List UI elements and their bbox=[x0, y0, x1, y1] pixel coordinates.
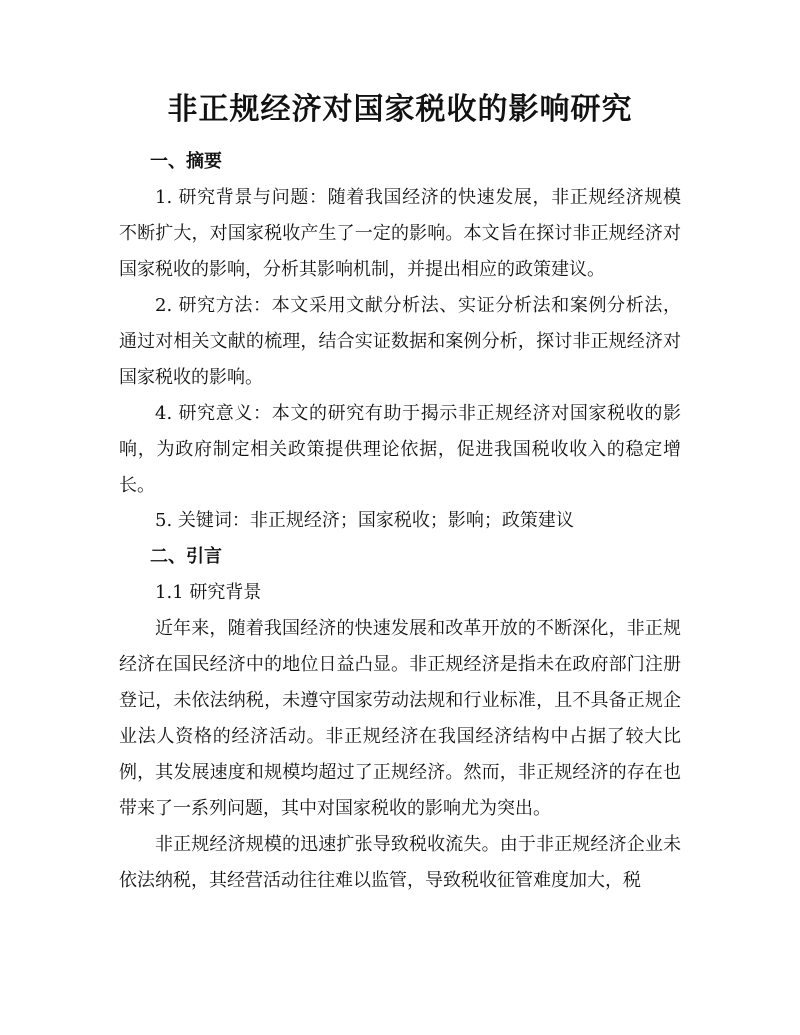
subsection-heading-research-background: 1.1 研究背景 bbox=[155, 582, 262, 603]
section-heading-abstract: 一、摘要 bbox=[150, 151, 222, 172]
section-heading-introduction: 二、引言 bbox=[150, 546, 222, 567]
keywords-line: 5. 关键词：非正规经济；国家税收；影响；政策建议 bbox=[155, 510, 574, 531]
abstract-paragraph-3: 4. 研究意义：本文的研究有助于揭示非正规经济对国家税收的影响，为政府制定相关政策提供理论依据，促进我国税收收入的稳定增长。 bbox=[119, 403, 681, 496]
intro-paragraph-2: 非正规经济规模的迅速扩张导致税收流失。由于非正规经济企业未依法纳税，其经营活动往往难以监管，导致税收征管难度加大，税 bbox=[119, 834, 681, 891]
document-title: 非正规经济对国家税收的影响研究 bbox=[167, 92, 633, 127]
abstract-paragraph-1: 1. 研究背景与问题：随着我国经济的快速发展，非正规经济规模不断扩大，对国家税收产生了一定的影响。本文旨在探讨非正规经济对国家税收的影响，分析其影响机制，并提出相应的政策建议。 bbox=[119, 187, 681, 280]
intro-paragraph-1: 近年来，随着我国经济的快速发展和改革开放的不断深化，非正规经济在国民经济中的地位日益凸显。非正规经济是指未在政府部门注册登记，未依法纳税，未遵守国家劳动法规和行业标准，且不具备正规企业法人资格的经济活动。非正规经济在我国经济结构中占据了较大比例，其发展速度和规模均超过了正规经济。然而，非正规经济的存在也带来了一系列问题，其中对国家税收的影响尤为突出。 bbox=[119, 618, 681, 819]
abstract-paragraph-2: 2. 研究方法：本文采用文献分析法、实证分析法和案例分析法，通过对相关文献的梳理，结合实证数据和案例分析，探讨非正规经济对国家税收的影响。 bbox=[119, 295, 681, 388]
